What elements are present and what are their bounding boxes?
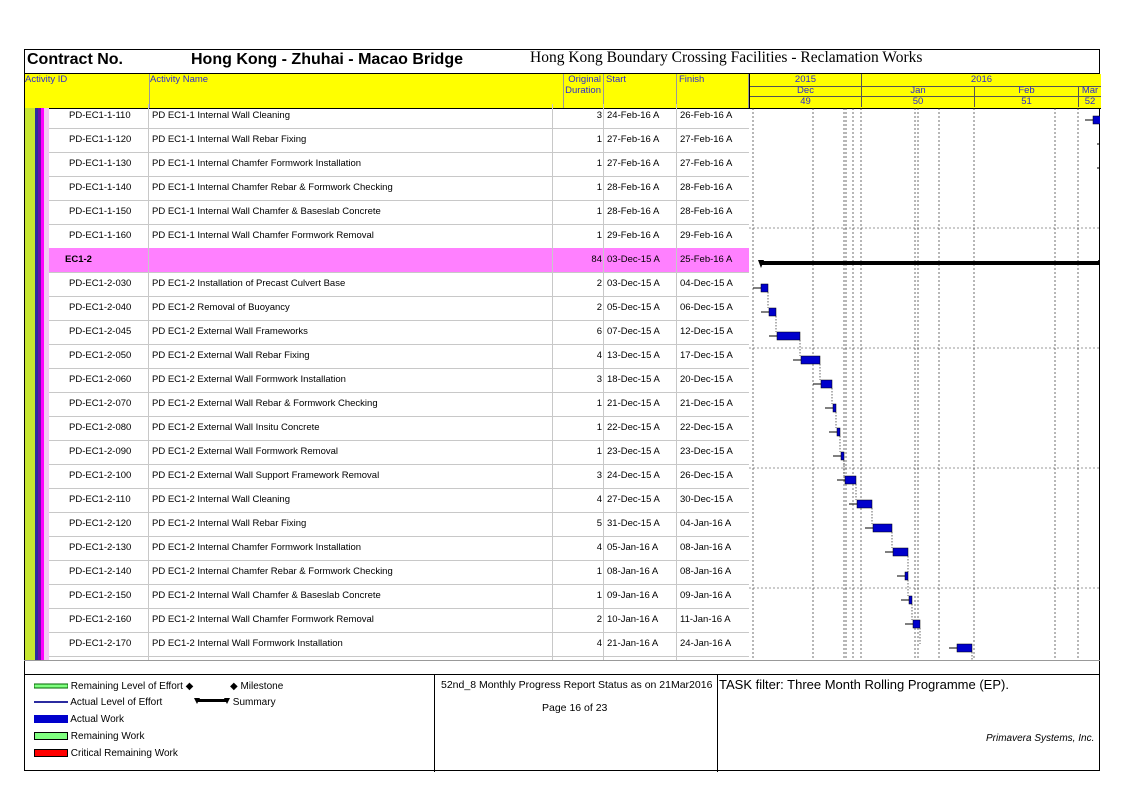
actual-work-bar — [1093, 116, 1100, 124]
actual-work-bar — [761, 284, 768, 292]
cell-start: 23-Dec-15 A — [607, 446, 660, 457]
cell-activity-name: PD EC1-2 Internal Chamfer Rebar & Formwork Checking — [152, 566, 393, 577]
cell-duration: 3 — [596, 110, 602, 121]
table-row[interactable] — [49, 608, 749, 632]
cell-duration: 4 — [596, 494, 602, 505]
report-status: 52nd_8 Monthly Progress Report Status as on 21Mar2016 — [441, 679, 713, 691]
cell-start: 05-Jan-16 A — [607, 542, 659, 553]
cell-activity-id: PD-EC1-2-130 — [69, 542, 132, 553]
cell-duration: 1 — [596, 230, 602, 241]
cell-start: 28-Feb-16 A — [607, 206, 660, 217]
cell-duration: 2 — [596, 614, 602, 625]
table-row[interactable] — [49, 392, 749, 416]
cell-activity-id: PD-EC1-2-160 — [69, 614, 132, 625]
wbs-summary-row[interactable] — [49, 248, 749, 272]
actual-work-bar — [873, 524, 892, 532]
cell-activity-name: PD EC1-1 Internal Wall Chamfer Formwork Removal — [152, 230, 374, 241]
table-row[interactable] — [49, 416, 749, 440]
table-row[interactable] — [49, 344, 749, 368]
cell-finish: 11-Jan-16 A — [680, 614, 731, 625]
cell-activity-id: PD-EC1-2-170 — [69, 638, 132, 649]
cell-finish: 08-Jan-16 A — [680, 542, 732, 553]
cell-finish: 04-Jan-16 A — [680, 518, 732, 529]
cell-activity-id: PD-EC1-2-120 — [69, 518, 132, 529]
cell-activity-name: PD EC1-2 Internal Chamfer Formwork Installation — [152, 542, 362, 553]
actual-work-bar — [769, 308, 776, 316]
month-mar: Mar — [1081, 85, 1099, 96]
cell-duration: 1 — [596, 398, 602, 409]
cell-activity-id: PD-EC1-2-070 — [69, 398, 132, 409]
cell-start: 13-Dec-15 A — [607, 350, 660, 361]
cell-duration: 1 — [596, 422, 602, 433]
actual-work-bar — [841, 452, 844, 460]
cell-finish: 04-Dec-15 A — [680, 278, 733, 289]
week-50: 50 — [862, 96, 975, 107]
week-49: 49 — [750, 96, 862, 107]
cell-finish: 27-Feb-16 A — [680, 158, 733, 169]
cell-finish: 24-Jan-16 A — [680, 638, 732, 649]
cell-activity-name: PD EC1-1 Internal Chamfer Rebar & Formwork Checking — [152, 182, 393, 193]
cell-duration: 1 — [596, 182, 602, 193]
cell-start: 08-Jan-16 A — [607, 566, 659, 577]
cell-start: 27-Feb-16 A — [607, 158, 660, 169]
actual-work-bar — [777, 332, 800, 340]
vendor-credit: Primavera Systems, Inc. — [986, 733, 1095, 744]
legend-remaining-work-label: Remaining Work — [70, 731, 145, 742]
level-stripes — [25, 108, 49, 660]
cell-activity-name: PD EC1-2 Internal Wall Formwork Installation — [152, 638, 343, 649]
cell-start: 27-Dec-15 A — [607, 494, 660, 505]
cell-activity-id: PD-EC1-2-140 — [69, 566, 132, 577]
cell-start: 03-Dec-15 A — [607, 278, 660, 289]
cell-finish: 23-Dec-15 A — [680, 446, 733, 457]
cell-start: 07-Dec-15 A — [607, 326, 660, 337]
cell-duration: 1 — [596, 134, 602, 145]
cell-duration: 1 — [596, 206, 602, 217]
cell-finish: 28-Feb-16 A — [680, 182, 733, 193]
cell-activity-id: PD-EC1-2-060 — [69, 374, 132, 385]
cell-duration: 5 — [596, 518, 602, 529]
legend-actual-loe-label: Actual Level of Effort — [70, 697, 163, 708]
cell-activity-id: PD-EC1-1-150 — [69, 206, 132, 217]
cell-activity-name: PD EC1-2 External Wall Rebar Fixing — [152, 350, 310, 361]
week-52: 52 — [1084, 96, 1096, 107]
legend-critical-remaining — [34, 748, 178, 759]
task-filter: TASK filter: Three Month Rolling Programme (EP). — [719, 677, 1009, 692]
col-duration[interactable] — [564, 74, 604, 108]
week-51: 51 — [975, 96, 1079, 107]
table-row[interactable] — [49, 224, 749, 248]
actual-work-bar — [893, 548, 908, 556]
cell-finish: 29-Feb-16 A — [680, 230, 733, 241]
cell-start: 27-Feb-16 A — [607, 134, 660, 145]
table-row[interactable] — [49, 368, 749, 392]
cell-activity-name: PD EC1-2 External Wall Support Framework Removal — [152, 470, 380, 481]
col-start[interactable]: Start — [604, 74, 677, 108]
cell-duration: 4 — [596, 350, 602, 361]
cell-start: 21-Dec-15 A — [607, 398, 660, 409]
month-dec: Dec — [750, 86, 862, 96]
footer — [24, 674, 1100, 772]
cell-activity-name: PD EC1-1 Internal Chamfer Formwork Installation — [152, 158, 362, 169]
table-row[interactable] — [49, 512, 749, 536]
cell-activity-id: PD-EC1-2-110 — [69, 494, 131, 505]
year-2015: 2015 — [750, 74, 862, 87]
table-row[interactable] — [49, 584, 749, 608]
cell-activity-name: PD EC1-2 Removal of Buoyancy — [152, 302, 290, 313]
table-row[interactable] — [49, 440, 749, 464]
legend-critical-label: Critical Remaining Work — [70, 748, 178, 759]
cell-activity-name: PD EC1-1 Internal Wall Chamfer & Baseslab Concrete — [152, 206, 381, 217]
cell-activity-id: EC1-2 — [65, 254, 92, 265]
legend-remaining-work — [34, 731, 145, 742]
cell-start: 03-Dec-15 A — [607, 254, 660, 265]
table-row[interactable] — [49, 464, 749, 488]
cell-activity-id: PD-EC1-2-100 — [69, 470, 132, 481]
cell-activity-name: PD EC1-1 Internal Wall Cleaning — [152, 110, 290, 121]
col-duration-line2: Duration — [565, 85, 601, 96]
cell-duration: 3 — [596, 470, 602, 481]
table-row[interactable] — [49, 200, 749, 224]
contract-label: Contract No. — [27, 51, 123, 68]
cell-start: 21-Jan-16 A — [607, 638, 659, 649]
page-number: Page 16 of 23 — [542, 702, 608, 714]
bridge-title: Hong Kong - Zhuhai - Macao Bridge — [191, 51, 463, 68]
actual-work-bar — [905, 572, 908, 580]
cell-activity-name: PD EC1-1 Internal Wall Rebar Fixing — [152, 134, 307, 145]
legend-actual-work — [34, 714, 124, 725]
cell-start: 24-Feb-16 A — [607, 110, 660, 121]
cell-start: 22-Dec-15 A — [607, 422, 660, 433]
cell-finish: 08-Jan-16 A — [680, 566, 732, 577]
cell-duration: 6 — [596, 326, 602, 337]
cell-finish: 26-Dec-15 A — [680, 470, 733, 481]
cell-finish: 25-Feb-16 A — [680, 254, 733, 265]
legend-milestone: ◆ Milestone — [230, 681, 284, 692]
actual-work-bar — [845, 476, 856, 484]
actual-work-bar — [957, 644, 972, 652]
cell-start: 31-Dec-15 A — [607, 518, 660, 529]
month-feb: Feb — [975, 86, 1079, 96]
table-row[interactable] — [49, 104, 749, 128]
cell-activity-id: PD-EC1-1-120 — [69, 134, 132, 145]
cell-start: 05-Dec-15 A — [607, 302, 660, 313]
table-row[interactable] — [49, 488, 749, 512]
actual-work-bar — [857, 500, 872, 508]
cell-duration: 84 — [591, 254, 602, 265]
cell-start: 10-Jan-16 A — [607, 614, 659, 625]
cell-finish: 09-Jan-16 A — [680, 590, 732, 601]
cell-finish: 17-Dec-15 A — [680, 350, 733, 361]
cell-activity-id: PD-EC1-2-090 — [69, 446, 132, 457]
cell-activity-id: PD-EC1-2-150 — [69, 590, 132, 601]
cell-duration: 2 — [596, 302, 602, 313]
actual-work-bar — [909, 596, 912, 604]
cell-start: 29-Feb-16 A — [607, 230, 660, 241]
timeline-header — [749, 74, 1101, 109]
col-activity-name[interactable]: Activity Name — [150, 74, 564, 108]
cell-start: 24-Dec-15 A — [607, 470, 660, 481]
cell-activity-id: PD-EC1-2-050 — [69, 350, 132, 361]
cell-finish: 22-Dec-15 A — [680, 422, 733, 433]
cell-duration: 4 — [596, 542, 602, 553]
cell-activity-id: PD-EC1-1-130 — [69, 158, 132, 169]
actual-work-bar — [833, 404, 836, 412]
cell-activity-id: PD-EC1-2-080 — [69, 422, 132, 433]
cell-finish: 26-Feb-16 A — [680, 110, 733, 121]
cell-start: 09-Jan-16 A — [607, 590, 659, 601]
cell-finish: 30-Dec-15 A — [680, 494, 733, 505]
table-row[interactable] — [49, 128, 749, 152]
month-jan: Jan — [862, 86, 975, 96]
cell-duration: 4 — [596, 638, 602, 649]
cell-finish: 27-Feb-16 A — [680, 134, 733, 145]
table-row[interactable] — [49, 272, 749, 296]
title-row — [24, 49, 1100, 74]
table-row[interactable] — [49, 320, 749, 344]
cell-activity-id: PD-EC1-2-045 — [69, 326, 132, 337]
cell-activity-id: PD-EC1-2-040 — [69, 302, 132, 313]
gantt-chart — [749, 108, 1100, 660]
cell-finish: 20-Dec-15 A — [680, 374, 733, 385]
cell-finish: 12-Dec-15 A — [680, 326, 733, 337]
cell-activity-name: PD EC1-2 Installation of Precast Culvert Base — [152, 278, 346, 289]
actual-work-bar — [801, 356, 820, 364]
cell-activity-id: PD-EC1-1-160 — [69, 230, 132, 241]
cell-finish: 06-Dec-15 A — [680, 302, 733, 313]
cell-activity-name: PD EC1-2 External Wall Rebar & Formwork Checking — [152, 398, 378, 409]
legend-actual-work-label: Actual Work — [70, 714, 124, 725]
cell-activity-name: PD EC1-2 Internal Wall Rebar Fixing — [152, 518, 307, 529]
actual-work-bar — [913, 620, 920, 628]
cell-duration: 1 — [596, 446, 602, 457]
col-activity-id[interactable]: Activity ID — [25, 74, 150, 108]
cell-duration: 1 — [596, 158, 602, 169]
cell-duration: 1 — [596, 566, 602, 577]
table-row[interactable] — [49, 632, 749, 656]
cell-start: 18-Dec-15 A — [607, 374, 660, 385]
legend-remaining-loe: Remaining Level of Effort ◆ — [34, 681, 193, 692]
legend-remaining-loe-label: Remaining Level of Effort — [70, 681, 183, 692]
cell-activity-name: PD EC1-2 External Wall Frameworks — [152, 326, 308, 337]
cell-activity-name: PD EC1-2 External Wall Formwork Installation — [152, 374, 346, 385]
cell-activity-name: PD EC1-2 Internal Wall Chamfer Formwork Removal — [152, 614, 374, 625]
table-row[interactable] — [49, 536, 749, 560]
legend-actual-loe — [34, 697, 162, 708]
cell-activity-id: PD-EC1-2-030 — [69, 278, 132, 289]
cell-start: 28-Feb-16 A — [607, 182, 660, 193]
year-2016: 2016 — [970, 74, 993, 85]
legend-milestone-label: Milestone — [240, 681, 284, 692]
cell-duration: 2 — [596, 278, 602, 289]
table-row[interactable] — [49, 176, 749, 200]
summary-bar — [761, 261, 1100, 265]
cell-activity-name: PD EC1-2 Internal Wall Cleaning — [152, 494, 290, 505]
cell-activity-name: PD EC1-2 External Wall Formwork Removal — [152, 446, 338, 457]
cell-finish: 28-Feb-16 A — [680, 206, 733, 217]
cell-activity-name: PD EC1-2 External Wall Insitu Concrete — [152, 422, 320, 433]
legend-summary — [194, 697, 276, 708]
cell-finish: 21-Dec-15 A — [680, 398, 733, 409]
cell-activity-id: PD-EC1-1-110 — [69, 110, 131, 121]
cell-activity-id: PD-EC1-1-140 — [69, 182, 132, 193]
col-finish[interactable]: Finish — [677, 74, 749, 108]
cell-activity-name: PD EC1-2 Internal Wall Chamfer & Baseslab Concrete — [152, 590, 381, 601]
table-row[interactable] — [49, 152, 749, 176]
project-title: Hong Kong Boundary Crossing Facilities - Reclamation Works — [530, 49, 923, 66]
actual-work-bar — [821, 380, 832, 388]
table-row[interactable] — [49, 296, 749, 320]
actual-work-bar — [837, 428, 840, 436]
cell-duration: 3 — [596, 374, 602, 385]
table-row[interactable] — [49, 560, 749, 584]
cell-duration: 1 — [596, 590, 602, 601]
col-duration-line1: Original — [568, 74, 601, 85]
legend-summary-label: Summary — [232, 697, 276, 708]
